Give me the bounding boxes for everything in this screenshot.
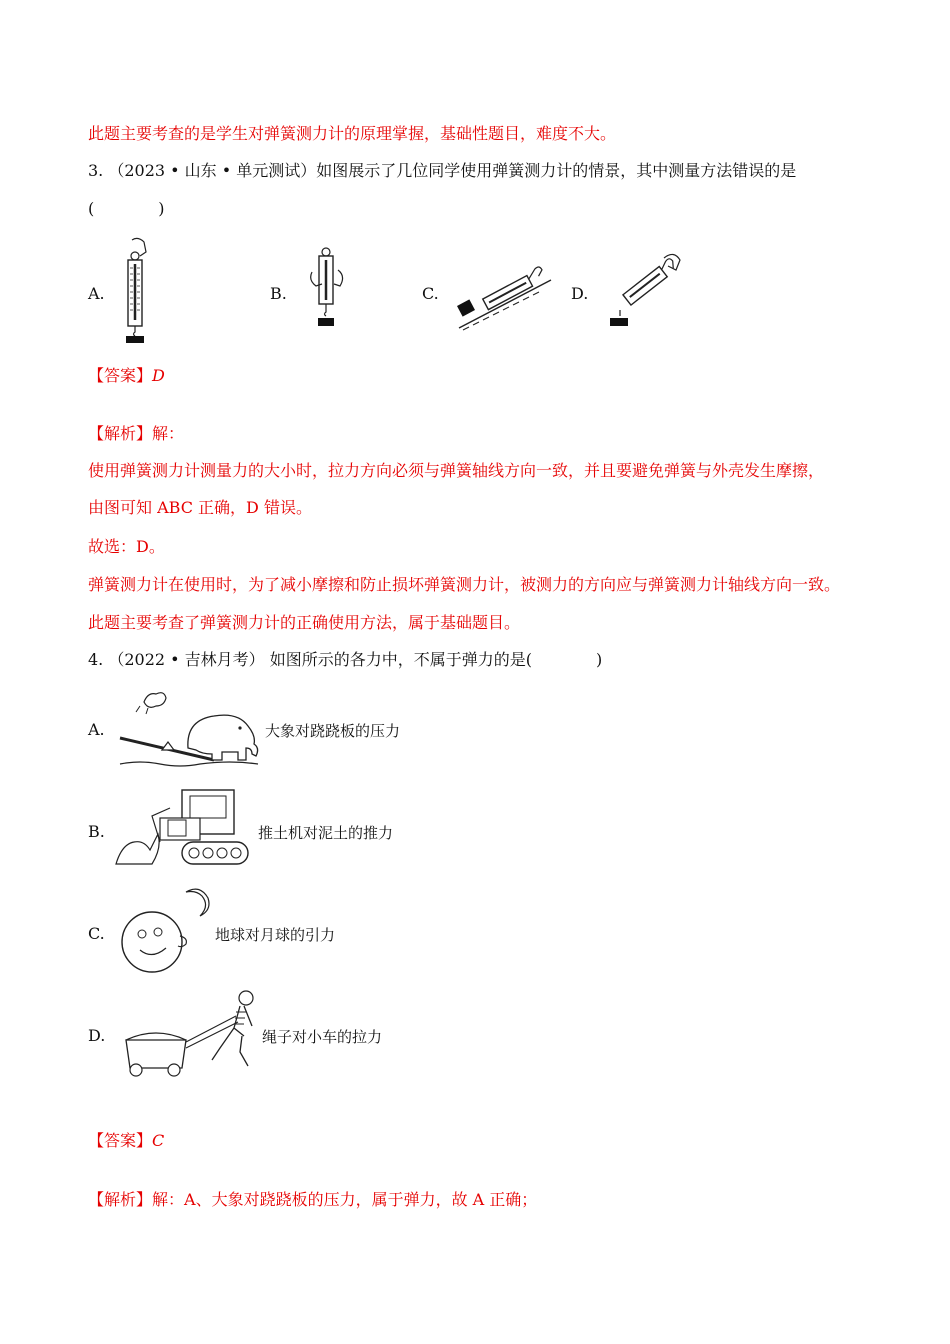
q3-analysis-heading [88, 424, 184, 444]
answer-value: C [152, 1131, 165, 1150]
q4-option-a-label: A. [88, 720, 105, 739]
q3-option-c-label: C. [422, 284, 439, 303]
q4-stem: 4. （2022 • 吉林月考） 如图所示的各力中，不属于弹力的是( ) [88, 650, 603, 669]
q3-analysis-line-4: 弹簧测力计在使用时，为了减小摩擦和防止损坏弹簧测力计，被测力的方向应与弹簧测力计轴线方向一致。 [88, 575, 841, 594]
q4-option-b-label: B. [88, 822, 105, 841]
q3-stem: 3. （2023 • 山东 • 单元测试）如图展示了几位同学使用弹簧测力计的情景，其中测量方法错误的是 [88, 161, 797, 180]
q3-analysis-line-1: 使用弹簧测力计测量力的大小时，拉力方向必须与弹簧轴线方向一致，并且要避免弹簧与外壳发生摩擦， [88, 461, 825, 480]
q4-option-d-label: D. [88, 1026, 106, 1045]
answer-tag: 【答案】 [88, 366, 153, 385]
q4-answer [88, 1131, 164, 1151]
q3-option-b-label: B. [270, 284, 287, 303]
q3-analysis-line-5: 此题主要考查了弹簧测力计的正确使用方法，属于基础题目。 [88, 613, 521, 632]
q4-figure-b-bulldozer [112, 782, 254, 874]
q4-option-c-label: C. [88, 924, 105, 943]
intro-summary: 此题主要考查的是学生对弹簧测力计的原理掌握，基础性题目，难度不大。 [88, 124, 617, 143]
q3-option-d-label: D. [571, 284, 589, 303]
q4-caption-c: 地球对月球的引力 [215, 926, 336, 944]
q4-figure-c-earth-moon [118, 884, 213, 976]
q3-answer [88, 366, 165, 386]
q3-option-a-label: A. [88, 284, 105, 303]
q4-analysis-first [88, 1190, 537, 1210]
q3-figure-c-spring-scale-incline [455, 236, 555, 336]
analysis-tag: 【解析】 [88, 424, 153, 443]
q4-caption-a: 大象对跷跷板的压力 [265, 722, 401, 740]
q3-figure-b-spring-scale-held [308, 246, 348, 332]
q4-caption-b: 推土机对泥土的推力 [258, 824, 394, 842]
analysis-text: 解：A、大象对跷跷板的压力，属于弹力，故 A 正确； [152, 1190, 538, 1209]
answer-tag: 【答案】 [88, 1131, 153, 1150]
q4-figure-d-rope-cart [118, 988, 266, 1080]
q3-analysis-line-3: 故选：D。 [88, 537, 165, 556]
answer-value: D [152, 366, 165, 385]
analysis-head: 解： [152, 424, 185, 443]
q3-figure-a-spring-scale-vertical [118, 236, 152, 344]
q4-figure-a-elephant-seesaw [118, 686, 263, 768]
q3-figure-d-spring-scale-slanted [604, 246, 684, 332]
q3-analysis-line-2: 由图可知 ABC 正确，D 错误。 [88, 498, 312, 517]
q4-caption-d: 绳子对小车的拉力 [262, 1028, 383, 1046]
analysis-tag: 【解析】 [88, 1190, 153, 1209]
q3-blank: ( ) [88, 199, 165, 218]
